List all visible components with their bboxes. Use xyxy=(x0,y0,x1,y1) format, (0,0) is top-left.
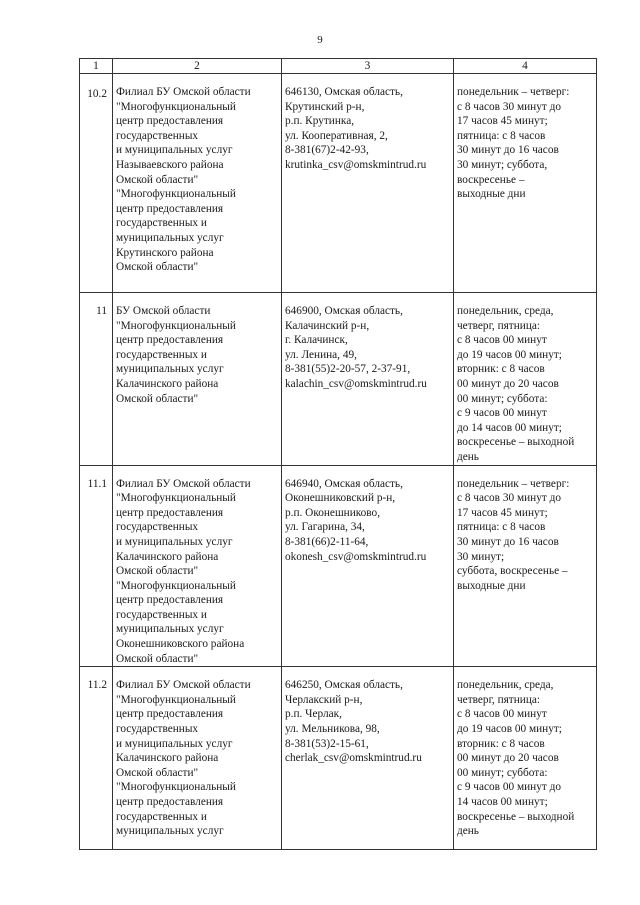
institution-name: Филиал БУ Омской области "Многофункциональный центр предоставления государственных и муниципальных услуг Калачинского района Омской области" "Многофункциональный центр предоставления государственных и муниципальных услуг xyxy=(116,679,251,838)
header-row xyxy=(80,59,597,74)
page-number: 9 xyxy=(317,34,323,46)
table-row xyxy=(80,74,597,293)
header-col-2: 2 xyxy=(113,59,282,74)
institution-name: Филиал БУ Омской области "Многофункциональный центр предоставления государственных и муниципальных услуг Калачинского района Омской области" "Многофункциональный центр предоставления государственных и муниципальных услуг Оконешниковского района Омской области" xyxy=(116,477,251,665)
row-number: 10.2 xyxy=(87,88,107,100)
row-number: 11.1 xyxy=(87,477,107,490)
institution-name: Филиал БУ Омской области "Многофункциональный центр предоставления государственных и муниципальных услуг Называевского района Омской области" "Многофункциональный центр предоставления государственных и муниципальных услуг Крутинского района Омской области" xyxy=(116,86,251,274)
address-contacts: 646130, Омская область, Крутинский р-н, р.п. Крутинка, ул. Кооперативная, 2, 8-381(67)2-42-93, krutinka_csv@omskmintrud.ru xyxy=(285,86,427,171)
working-hours: понедельник – четверг: с 8 часов 30 минут до 17 часов 45 минут; пятница: с 8 часов 30 минут до 16 часов 30 минут; суббота, воскресенье – выходные дни xyxy=(457,86,570,201)
row-number: 11.2 xyxy=(87,679,107,692)
table-row xyxy=(80,465,597,667)
header-col-3: 3 xyxy=(282,59,454,74)
address-contacts: 646900, Омская область, Калачинский р-н, г. Калачинск, ул. Ленина, 49, 8-381(55)2-20-57, 2-37-91, kalachin_csv@omskmintrud.ru xyxy=(285,305,427,390)
header-col-4: 4 xyxy=(454,59,597,74)
working-hours: понедельник, среда, четверг, пятница: с 8 часов 00 минут до 19 часов 00 минут; вторник: с 8 часов 00 минут до 20 часов 00 минут; суббота: с 9 часов 00 минут до 14 часов 00 минут; воскресенье – выходной день xyxy=(457,305,575,463)
institution-name: БУ Омской области "Многофункциональный центр предоставления государственных и муниципальных услуг Калачинского района Омской области" xyxy=(116,305,236,405)
address-contacts: 646250, Омская область, Черлакский р-н, р.п. Черлак, ул. Мельникова, 98, 8-381(53)2-15-61, cherlak_csv@omskmintrud.ru xyxy=(285,679,422,765)
row-number: 11 xyxy=(96,305,107,317)
address-contacts: 646940, Омская область, Оконешниковский р-н, р.п. Оконешниково, ул. Гагарина, 34, 8-381(66)2-11-64, okonesh_csv@omskmintrud.ru xyxy=(285,477,427,563)
table-row xyxy=(80,667,597,850)
mfc-table xyxy=(79,58,597,850)
working-hours: понедельник, среда, четверг, пятница: с 8 часов 00 минут до 19 часов 00 минут; вторник: с 8 часов 00 минут до 20 часов 00 минут; суббота: с 9 часов 00 минут до 14 часов 00 минут; воскресенье – выходной день xyxy=(457,679,575,838)
header-col-1: 1 xyxy=(80,59,113,74)
working-hours: понедельник – четверг: с 8 часов 30 минут до 17 часов 45 минут; пятница: с 8 часов 30 минут до 16 часов 30 минут; суббота, воскресенье – выходные дни xyxy=(457,477,570,592)
table-row xyxy=(80,293,597,466)
